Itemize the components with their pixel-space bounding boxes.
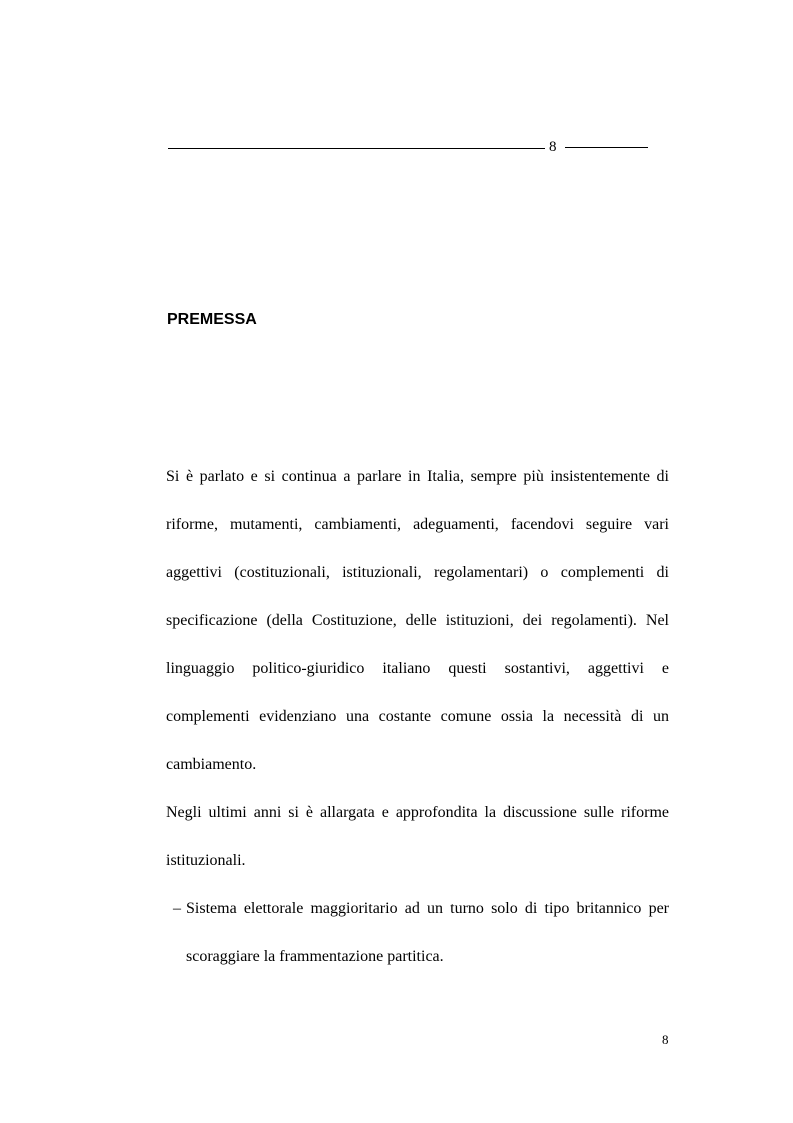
header-rule-left bbox=[168, 148, 545, 149]
header-rule-right bbox=[565, 147, 648, 148]
body-text bbox=[166, 453, 669, 981]
list-item bbox=[166, 885, 669, 981]
paragraph-discussion: Negli ultimi anni si è allargata e approfondita la discussione sulle riforme istituzionali. bbox=[166, 804, 669, 869]
footer-page-number: 8 bbox=[662, 1032, 669, 1047]
list-dash: – bbox=[173, 900, 181, 917]
paragraph-intro: Si è parlato e si continua a parlare in Italia, sempre più insistentemente di riforme, mutamenti, cambiamenti, adeguamenti, facendovi seguire vari aggettivi (costituzionali, istituzionali, regolamentari) o complementi di specificazione (della Costituzione, delle istituzioni, dei regolamenti). Nel linguaggio politico-giuridico italiano questi sostantivi, aggettivi e complementi evidenziano una costante comune ossia la necessità di un cambiamento. bbox=[166, 468, 669, 773]
section-title: PREMESSA bbox=[167, 311, 257, 328]
header-page-number: 8 bbox=[549, 139, 557, 155]
list-item-text: Sistema elettorale maggioritario ad un turno solo di tipo britannico per scoraggiare la frammentazione partitica. bbox=[186, 900, 669, 965]
